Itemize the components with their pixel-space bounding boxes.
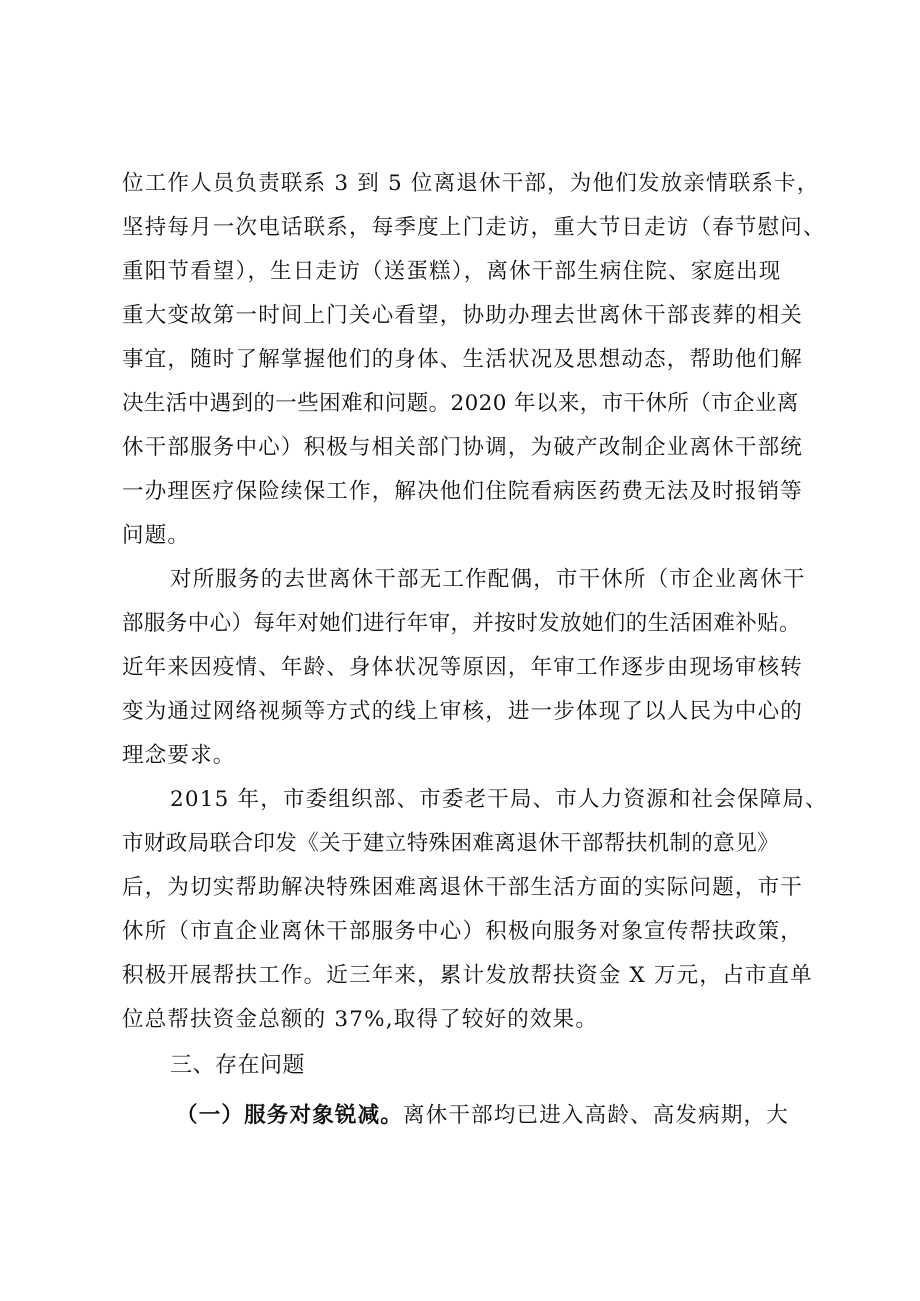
paragraph-line: 重大变故第一时间上门关心看望，协助办理去世离休干部丧葬的相关 bbox=[122, 303, 804, 328]
paragraph-line: 位工作人员负责联系 3 到 5 位离退休干部，为他们发放亲情联系卡， bbox=[122, 171, 820, 196]
subsection-title: （一）服务对象锐减。 bbox=[176, 1103, 404, 1128]
paragraph-line: 休所（市直企业离休干部服务中心）积极向服务对象宣传帮扶政策， bbox=[122, 919, 804, 944]
paragraph-line: 坚持每月一次电话联系，每季度上门走访，重大节日走访（春节慰问、 bbox=[122, 215, 826, 240]
paragraph-line: 2015 年，市委组织部、市委老干局、市人力资源和社会保障局、 bbox=[170, 787, 828, 812]
paragraph-line: 事宜，随时了解掌握他们的身体、生活状况及思想动态，帮助他们解 bbox=[122, 347, 804, 372]
paragraph-line: 重阳节看望），生日走访（送蛋糕），离休干部生病住院、家庭出现 bbox=[122, 259, 782, 284]
paragraph-line: 休干部服务中心）积极与相关部门协调，为破产改制企业离休干部统 bbox=[122, 435, 804, 460]
paragraph-line: 对所服务的去世离休干部无工作配偶，市干休所（市企业离休干 bbox=[170, 567, 806, 592]
paragraph-line: 位总帮扶资金总额的 37%,取得了较好的效果。 bbox=[122, 1007, 599, 1032]
paragraph-line: 积极开展帮扶工作。近三年来，累计发放帮扶资金 X 万元，占市直单 bbox=[122, 963, 813, 988]
paragraph-line: 后，为切实帮助解决特殊困难离退休干部生活方面的实际问题，市干 bbox=[122, 875, 804, 900]
paragraph-line: 决生活中遇到的一些困难和问题。2020 年以来，市干休所（市企业离 bbox=[122, 391, 799, 416]
paragraph-line: 理念要求。 bbox=[122, 743, 236, 768]
paragraph-line: 一办理医疗保险续保工作，解决他们住院看病医药费无法及时报销等 bbox=[122, 479, 804, 504]
paragraph-line: 问题。 bbox=[122, 523, 191, 548]
paragraph-line: 部服务中心）每年对她们进行年审，并按时发放她们的生活困难补贴。 bbox=[122, 611, 801, 636]
paragraph-line: 变为通过网络视频等方式的线上审核，进一步体现了以人民为中心的 bbox=[122, 699, 804, 724]
section-heading: 三、存在问题 bbox=[170, 1053, 306, 1078]
subsection-line bbox=[176, 1094, 828, 1138]
paragraph-line: 近年来因疫情、年龄、身体状况等原因，年审工作逐步由现场审核转 bbox=[122, 655, 804, 680]
paragraph-line: 市财政局联合印发《关于建立特殊困难离退休干部帮扶机制的意见》 bbox=[122, 831, 780, 856]
subsection-text: 离休干部均已进入高龄、高发病期，大 bbox=[403, 1103, 789, 1128]
